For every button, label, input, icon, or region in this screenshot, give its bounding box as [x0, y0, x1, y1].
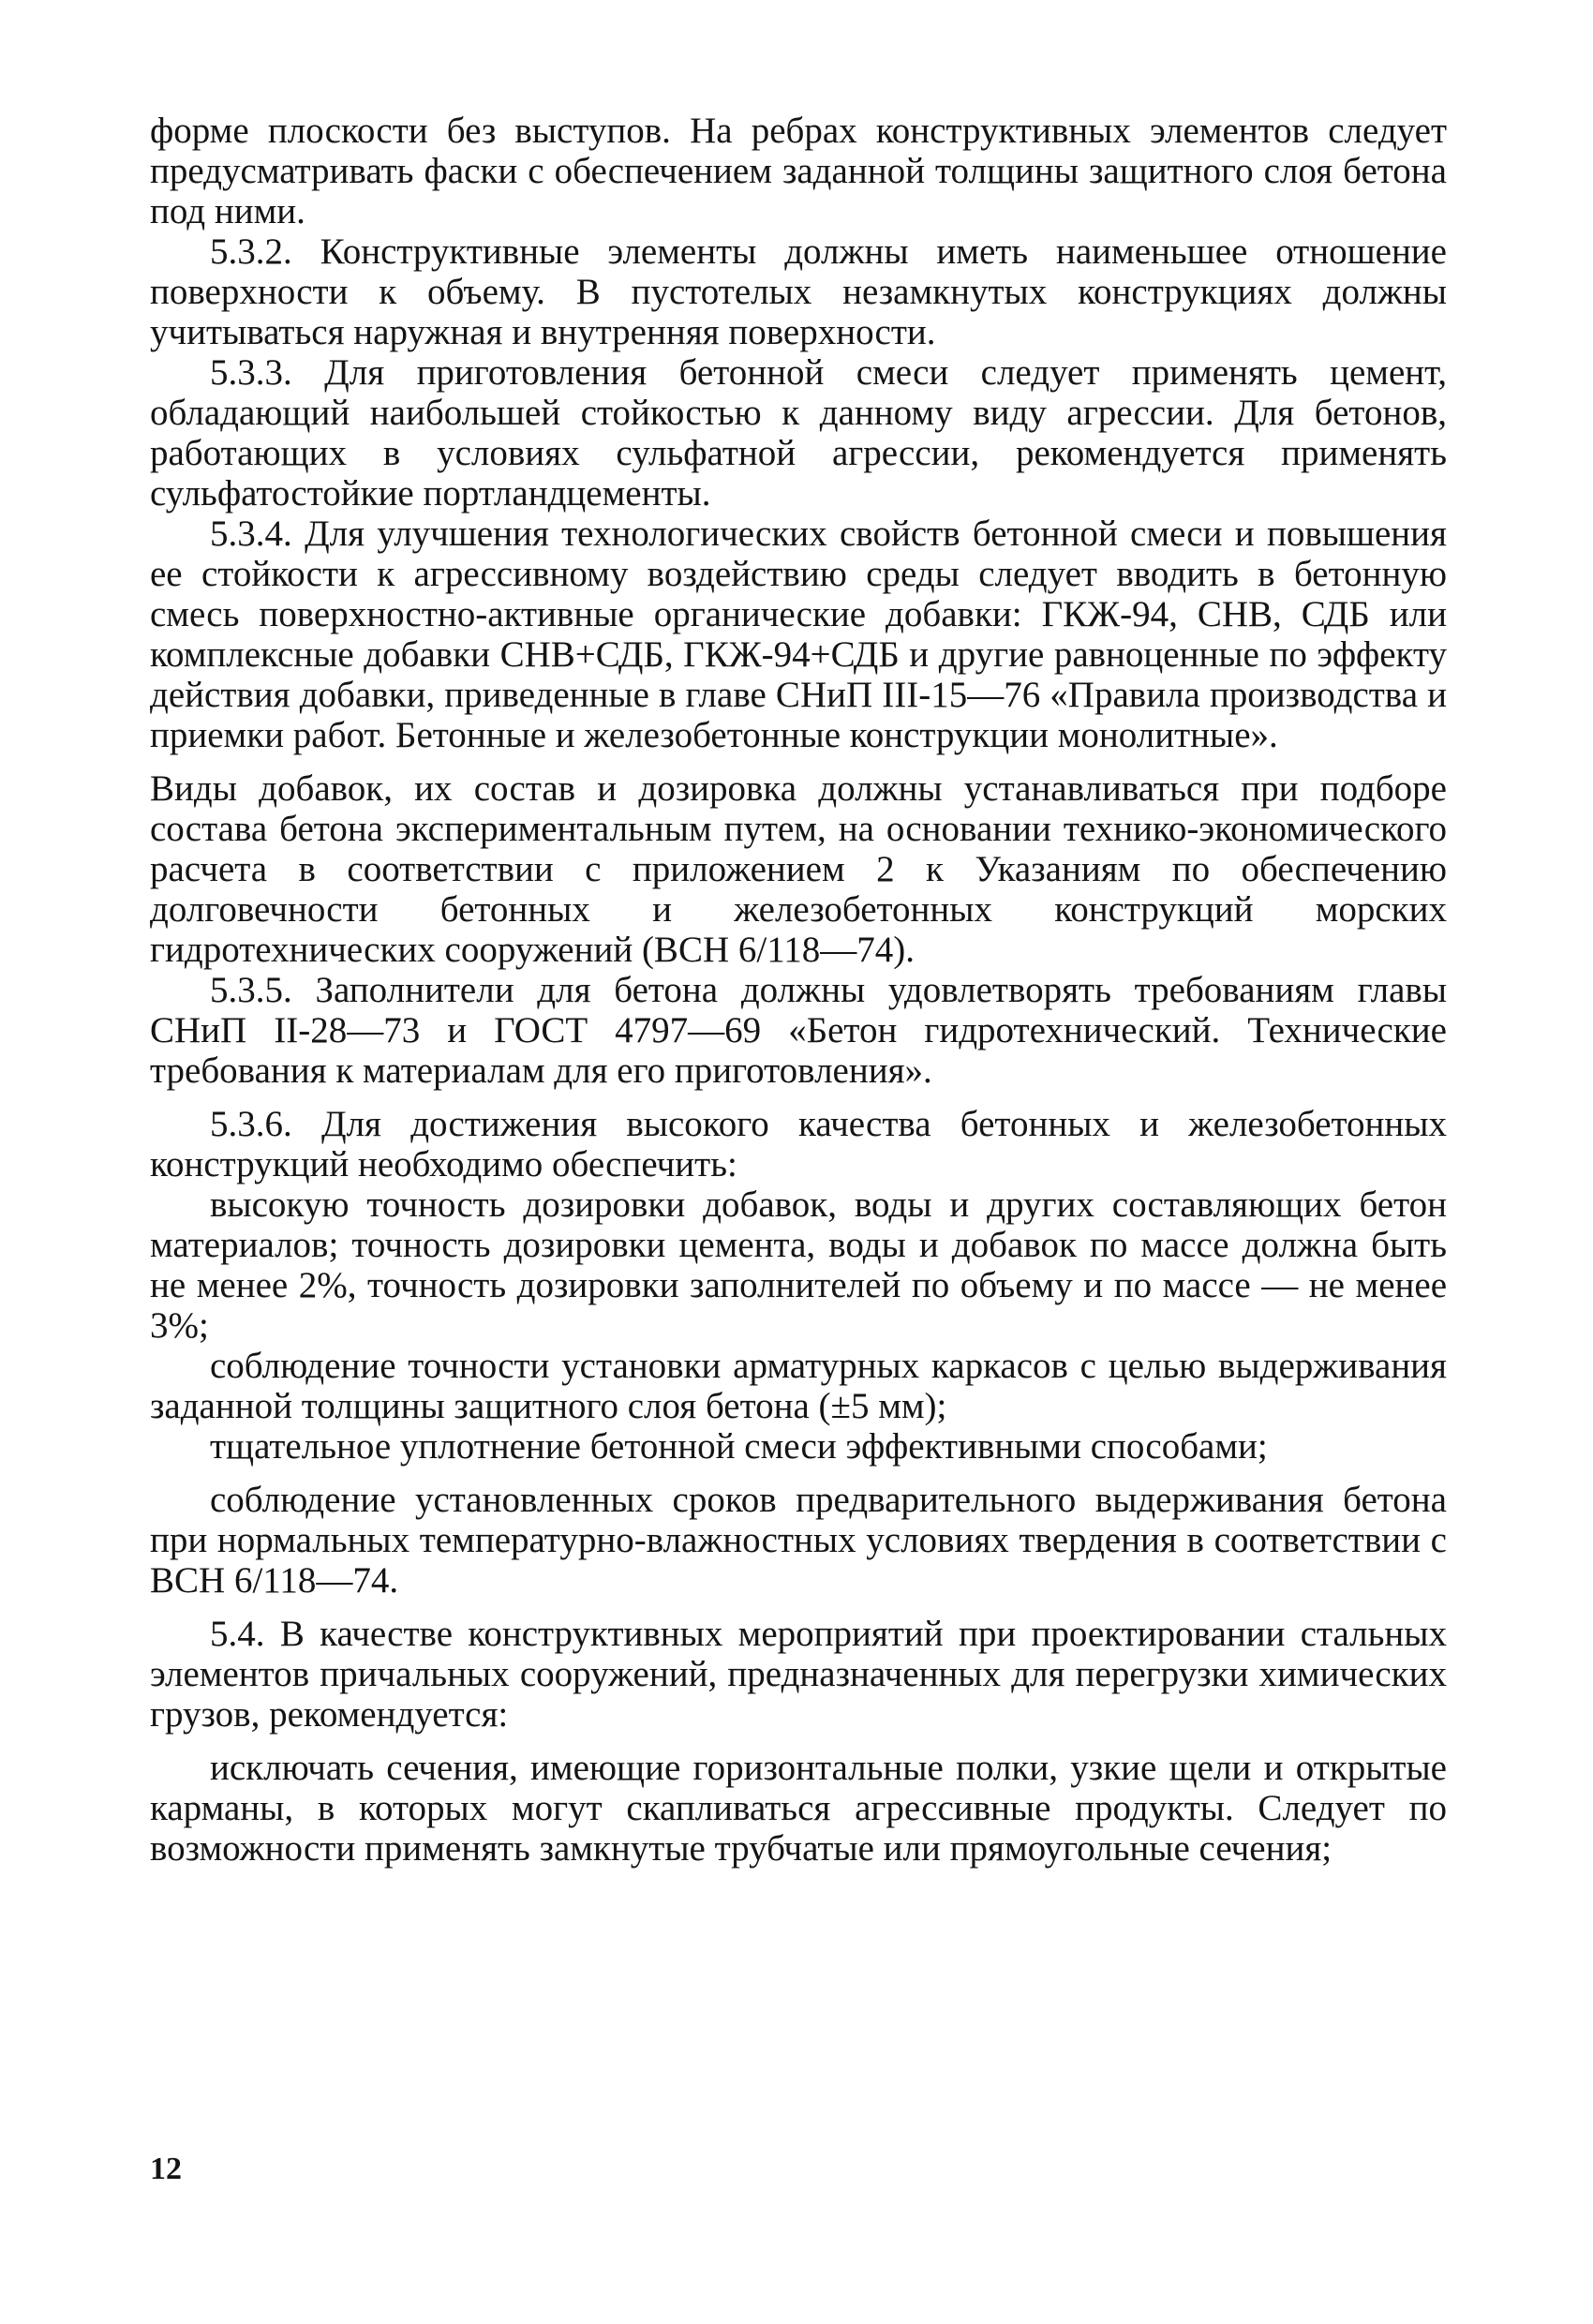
list-item-reinforcement-placement: соблюдение точности установки арматурных каркасов с целью выдерживания заданной толщины защитного слоя бетона (±5 мм); — [150, 1346, 1447, 1426]
paragraph-continuation: форме плоскости без выступов. На ребрах конструктивных элементов следует предусматривать фаски с обеспечением заданной толщины защитного слоя бетона под ними. — [150, 111, 1447, 231]
page-body — [150, 111, 1447, 1869]
paragraph-additives: Виды добавок, их состав и дозировка должны устанавливаться при подборе состава бетона экспериментальным путем, на основании технико-экономического расчета в соответствии с приложением 2 к Указаниям по обеспечению долговечности бетонных и железобетонных конструкций морских гидротехнических сооружений (ВСН 6/118—74). — [150, 768, 1447, 970]
paragraph-5-4: 5.4. В качестве конструктивных мероприятий при проектировании стальных элементов причальных сооружений, предназначенных для перегрузки химических грузов, рекомендуется: — [150, 1614, 1447, 1735]
list-item-compaction: тщательное уплотнение бетонной смеси эффективными способами; — [210, 1426, 1268, 1467]
paragraph-5-3-2: 5.3.2. Конструктивные элементы должны иметь наименьшее отношение поверхности к объему. В пустотелых незамкнутых конструкциях должны учитываться наружная и внутренняя поверхности. — [150, 231, 1447, 352]
page-number: 12 — [150, 2152, 182, 2186]
paragraph-5-3-3: 5.3.3. Для приготовления бетонной смеси следует применять цемент, обладающий наибольшей стойкостью к данному виду агрессии. Для бетонов, работающих в условиях сульфатной агрессии, рекомендуется применять сульфатостойкие портландцементы. — [150, 352, 1447, 514]
paragraph-5-3-6: 5.3.6. Для достижения высокого качества бетонных и железобетонных конструкций необходимо обеспечить: — [150, 1104, 1447, 1184]
list-item-section-shapes: исключать сечения, имеющие горизонтальные полки, узкие щели и открытые карманы, в которых могут скапливаться агрессивные продукты. Следует по возможности применять замкнутые трубчатые или прямоугольные сечения; — [150, 1748, 1447, 1869]
paragraph-5-3-4: 5.3.4. Для улучшения технологических свойств бетонной смеси и повышения ее стойкости к агрессивному воздействию среды следует вводить в бетонную смесь поверхностно-активные органические добавки: ГКЖ-94, СНВ, СДБ или комплексные добавки СНВ+СДБ, ГКЖ-94+СДБ и другие равноценные по эффекту действия добавки, приведенные в главе СНиП III-15—76 «Правила производства и приемки работ. Бетонные и железобетонные конструкции монолитные». — [150, 514, 1447, 755]
list-item-curing: соблюдение установленных сроков предварительного выдерживания бетона при нормальных температурно-влажностных условиях твердения в соответствии с ВСН 6/118—74. — [150, 1480, 1447, 1601]
list-item-dosing-accuracy: высокую точность дозировки добавок, воды и других составляющих бетон материалов; точность дозировки цемента, воды и добавок по массе должна быть не менее 2%, точность дозировки заполнителей по объему и по массе — не менее 3%; — [150, 1184, 1447, 1346]
paragraph-5-3-5: 5.3.5. Заполнители для бетона должны удовлетворять требованиям главы СНиП II-28—73 и ГОСТ 4797—69 «Бетон гидротехнический. Технические требования к материалам для его приготовления». — [150, 970, 1447, 1091]
